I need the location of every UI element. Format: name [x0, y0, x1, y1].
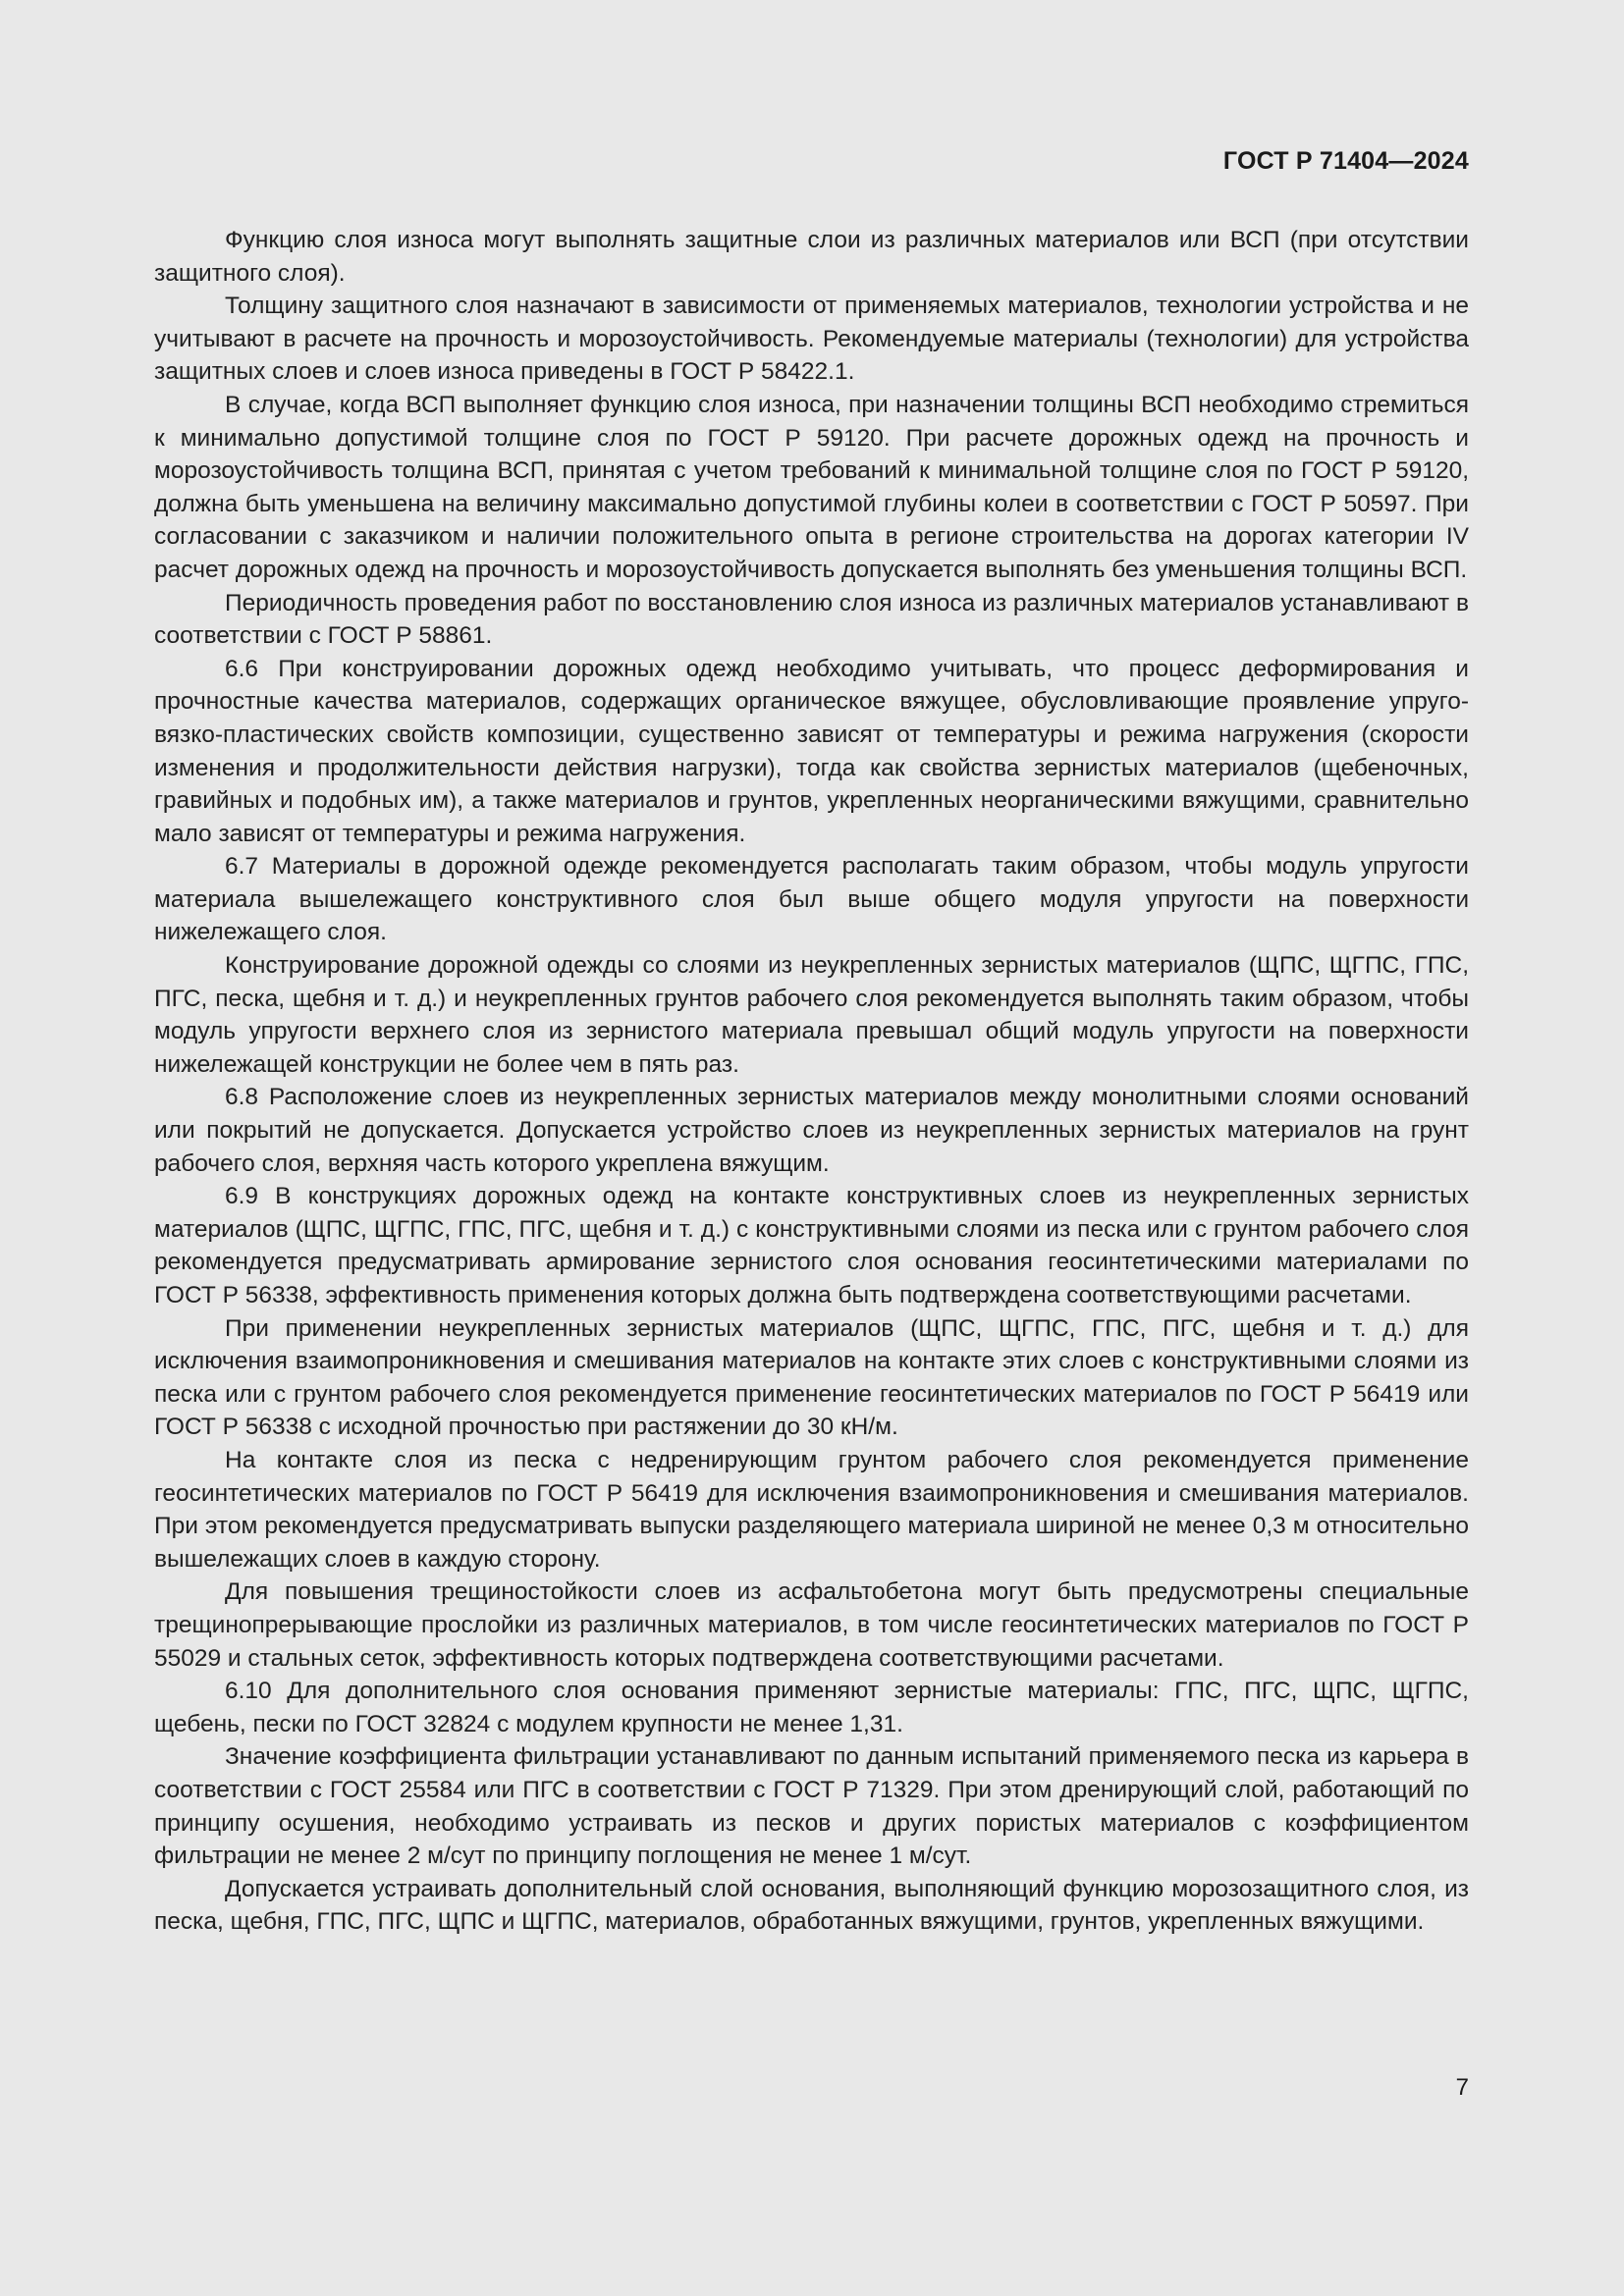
paragraph: 6.6 При конструировании дорожных одежд необходимо учитывать, что процесс деформирования и прочностные качества материалов, содержащих органическое вяжущее, обусловливающие проявление упруго-вязко-пластических свойств композиции, существенно зависят от температуры и режима нагружения (скорости изменения и продолжительности действия нагрузки), тогда как свойства зернистых материалов (щебеночных, гравийных и подобных им), а также материалов и грунтов, укрепленных неорганическими вяжущими, сравнительно мало зависят от температуры и режима нагружения.: [154, 655, 1469, 847]
paragraph: Для повышения трещиностойкости слоев из асфальтобетона могут быть предусмотрены специальные трещинопрерывающие прослойки из различных материалов, в том числе геосинтетических материалов по ГОСТ Р 55029 и стальных сеток, эффективность которых подтверждена соответствующими расчетами.: [154, 1578, 1469, 1672]
document-code-header: ГОСТ Р 71404—2024: [1222, 147, 1469, 175]
paragraph: Конструирование дорожной одежды со слоями из неукрепленных зернистых материалов (ЩПС, ЩГПС, ГПС, ПГС, песка, щебня и т. д.) и неукрепленных грунтов рабочего слоя рекомендуется выполнять таким образом, чтобы модуль упругости верхнего слоя из зернистого материала превышал общий модуль упругости на поверхности нижележащей конструкции не более чем в пять раз.: [154, 952, 1469, 1078]
paragraph: 6.10 Для дополнительного слоя основания применяют зернистые материалы: ГПС, ПГС, ЩПС, ЩГПС, щебень, пески по ГОСТ 32824 с модулем крупности не менее 1,31.: [154, 1678, 1469, 1737]
paragraph: 6.7 Материалы в дорожной одежде рекомендуется располагать таким образом, чтобы модуль упругости материала вышележащего конструктивного слоя был выше общего модуля упругости на поверхности нижележащего слоя.: [154, 853, 1469, 946]
paragraph: В случае, когда ВСП выполняет функцию слоя износа, при назначении толщины ВСП необходимо стремиться к минимально допустимой толщине слоя по ГОСТ Р 59120. При расчете дорожных одежд на прочность и морозоустойчивость толщина ВСП, принятая с учетом требований к минимальной толщине слоя по ГОСТ Р 59120, должна быть уменьшена на величину максимально допустимой глубины колеи в соответствии с ГОСТ Р 50597. При согласовании с заказчиком и наличии положительного опыта в регионе строительства на дорогах категории IV расчет дорожных одежд на прочность и морозоустойчивость допускается выполнять без уменьшения толщины ВСП.: [154, 391, 1469, 583]
paragraph: Функцию слоя износа могут выполнять защитные слои из различных материалов или ВСП (при отсутствии защитного слоя).: [154, 227, 1469, 287]
paragraph: Толщину защитного слоя назначают в зависимости от применяемых материалов, технологии устройства и не учитывают в расчете на прочность и морозоустойчивость. Рекомендуемые материалы (технологии) для устройства защитных слоев и слоев износа приведены в ГОСТ Р 58422.1.: [154, 293, 1469, 386]
body-text: [154, 224, 1469, 1939]
paragraph: 6.9 В конструкциях дорожных одежд на контакте конструктивных слоев из неукрепленных зернистых материалов (ЩПС, ЩГПС, ГПС, ПГС, щебня и т. д.) с конструктивными слоями из песка или с грунтом рабочего слоя рекомендуется предусматривать армирование зернистого слоя основания геосинтетическими материалами по ГОСТ Р 56338, эффективность применения которых должна быть подтверждена соответствующими расчетами.: [154, 1183, 1469, 1308]
paragraph: Периодичность проведения работ по восстановлению слоя износа из различных материалов устанавливают в соответствии с ГОСТ Р 58861.: [154, 589, 1469, 650]
paragraph: На контакте слоя из песка с недренирующим грунтом рабочего слоя рекомендуется применение геосинтетических материалов по ГОСТ Р 56419 для исключения взаимопроникновения и смешивания материалов. При этом рекомендуется предусматривать выпуски разделяющего материала шириной не менее 0,3 м относительно вышележащих слоев в каждую сторону.: [154, 1446, 1469, 1573]
page-number: 7: [1455, 2074, 1469, 2101]
paragraph: Допускается устраивать дополнительный слой основания, выполняющий функцию морозозащитного слоя, из песка, щебня, ГПС, ПГС, ЩПС и ЩГПС, материалов, обработанных вяжущими, грунтов, укрепленных вяжущими.: [154, 1875, 1469, 1936]
paragraph: 6.8 Расположение слоев из неукрепленных зернистых материалов между монолитными слоями оснований или покрытий не допускается. Допускается устройство слоев из неукрепленных зернистых материалов на грунт рабочего слоя, верхняя часть которого укреплена вяжущим.: [154, 1084, 1469, 1177]
paragraph: При применении неукрепленных зернистых материалов (ЩПС, ЩГПС, ГПС, ПГС, щебня и т. д.) для исключения взаимопроникновения и смешивания материалов на контакте этих слоев с конструктивными слоями из песка или с грунтом рабочего слоя рекомендуется применение геосинтетических материалов по ГОСТ Р 56419 или ГОСТ Р 56338 с исходной прочностью при растяжении до 30 кН/м.: [154, 1314, 1469, 1441]
paragraph: Значение коэффициента фильтрации устанавливают по данным испытаний применяемого песка из карьера в соответствии с ГОСТ 25584 или ПГС в соответствии с ГОСТ Р 71329. При этом дренирующий слой, работающий по принципу осушения, необходимо устраивать из песков и других пористых материалов с коэффициентом фильтрации не менее 2 м/сут по принципу поглощения не менее 1 м/сут.: [154, 1743, 1469, 1870]
